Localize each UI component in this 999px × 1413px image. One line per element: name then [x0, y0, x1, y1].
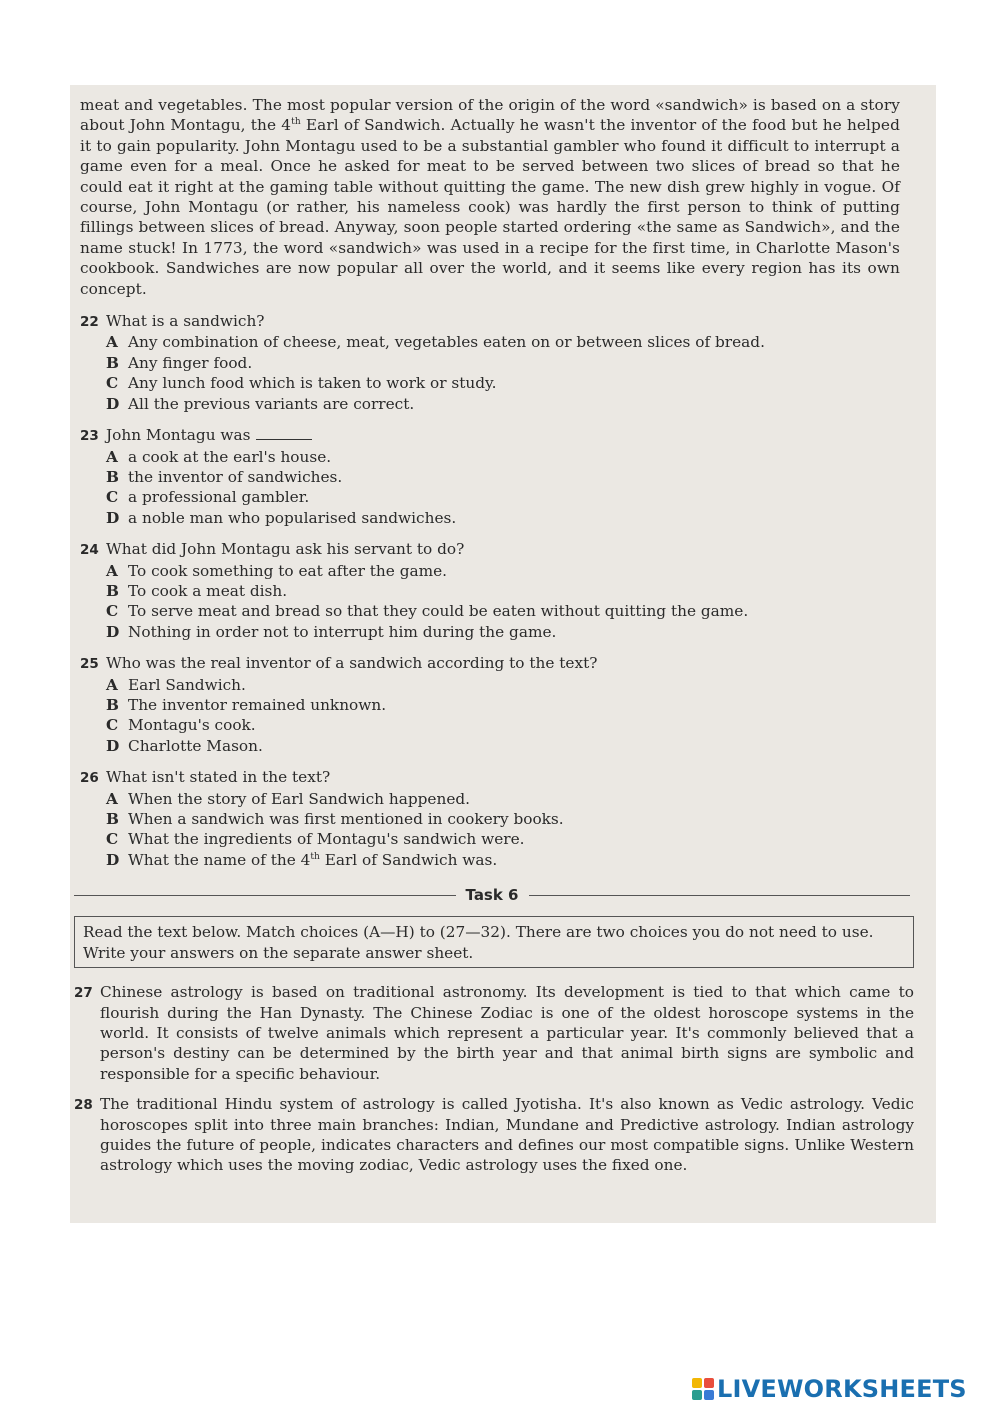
task-item-27 [74, 982, 914, 1084]
option-list [80, 675, 900, 757]
question-text: What isn't stated in the text? [106, 768, 331, 787]
option-text: Any combination of cheese, meat, vegetables eaten on or between slices of bread. [128, 333, 765, 352]
option-text: To cook a meat dish. [128, 581, 288, 600]
option-list [80, 332, 900, 414]
logo-square [692, 1378, 702, 1388]
question-stem [80, 767, 900, 788]
option-letter: C [106, 602, 119, 621]
option-letter: B [106, 467, 119, 486]
reading-passage: meat and vegetables. The most popular version of the origin of the word «sandwich» is based on a story about John Montagu, the 4th Earl of Sandwich. Actually he wasn't the inventor of the food but he helped it to gain popularity. John Montagu used to be a substantial gambler who found it difficult to interrupt a game even for a meal. Once he asked for meat to be served between two slices of bread so that he could eat it right at the gaming table without quitting the game. The new dish grew highly in vogue. Of course, John Montagu (or rather, his nameless cook) was hardly the first person to think of putting fillings between slices of bread. Anyway, soon people started ordering «the same as Sandwich», and the name stuck! In 1773, the word «sandwich» was used in a recipe for the first time, in Charlotte Mason's cookbook. Sandwiches are now popular all over the world, and it seems like every region has its own concept. [80, 96, 900, 298]
option-list [80, 561, 900, 643]
liveworksheets-logo [692, 1374, 967, 1404]
answer-option [106, 809, 900, 829]
question-text: John Montagu was [106, 426, 251, 445]
option-text: Any finger food. [128, 353, 253, 372]
item-number: 28 [74, 1097, 93, 1114]
option-text: the inventor of sandwiches. [128, 467, 343, 486]
question-text: Who was the real inventor of a sandwich according to the text? [106, 654, 598, 673]
answer-option [106, 394, 900, 414]
answer-option [106, 622, 900, 642]
option-letter: C [106, 488, 119, 507]
answer-option [106, 850, 900, 870]
answer-option [106, 601, 900, 621]
question-number: 23 [80, 428, 99, 445]
logo-square [692, 1390, 702, 1400]
option-letter: A [106, 789, 118, 808]
answer-option [106, 695, 900, 715]
option-text: What the ingredients of Montagu's sandwich were. [128, 830, 525, 849]
question-number: 25 [80, 656, 99, 673]
option-letter: D [106, 850, 120, 869]
question-stem [80, 539, 900, 560]
option-letter: D [106, 622, 120, 641]
answer-option [106, 447, 900, 467]
option-letter: D [106, 508, 120, 527]
option-text: To serve meat and bread so that they could be eaten without quitting the game. [128, 602, 749, 621]
question-stem [80, 653, 900, 674]
question-stem [80, 425, 900, 446]
option-list [80, 789, 900, 871]
logo-text: LIVEWORKSHEETS [717, 1375, 967, 1403]
question-number: 26 [80, 770, 99, 787]
option-text: Charlotte Mason. [128, 736, 263, 755]
answer-option [106, 715, 900, 735]
answer-option [106, 581, 900, 601]
option-text: To cook something to eat after the game. [128, 561, 448, 580]
option-text: a cook at the earl's house. [128, 447, 332, 466]
option-text: Earl Sandwich. [128, 675, 246, 694]
item-text: The traditional Hindu system of astrology is called Jyotisha. It's also known as Vedic astrology. Vedic horoscopes split into three main branches: Indian, Mundane and Predictive astrology. Indian astrology guides the future of people, indicates characters and defines our most compatible signs. Unlike Western astrology which uses the moving zodiac, Vedic astrology uses the fixed one. [100, 1095, 914, 1175]
answer-option [106, 736, 900, 756]
option-letter: A [106, 675, 118, 694]
option-text: Any lunch food which is taken to work or study. [128, 374, 497, 393]
answer-option [106, 829, 900, 849]
option-letter: B [106, 353, 119, 372]
option-letter: A [106, 333, 118, 352]
answer-blank [256, 425, 312, 440]
question-number: 24 [80, 542, 99, 559]
option-letter: C [106, 716, 119, 735]
option-text: What the name of the 4th Earl of Sandwich was. [128, 850, 498, 869]
answer-option [106, 508, 900, 528]
option-letter: B [106, 581, 119, 600]
answer-option [106, 789, 900, 809]
task-item-28 [74, 1094, 914, 1176]
option-letter: A [106, 447, 118, 466]
task-divider [74, 886, 910, 904]
logo-square [704, 1390, 714, 1400]
logo-square [704, 1378, 714, 1388]
question-stem [80, 311, 900, 332]
option-letter: B [106, 695, 119, 714]
option-text: Nothing in order not to interrupt him during the game. [128, 622, 557, 641]
scanned-page [70, 85, 936, 1223]
answer-option [106, 467, 900, 487]
question-22 [80, 311, 900, 414]
option-letter: D [106, 736, 120, 755]
task-item-list [74, 982, 914, 1176]
option-text: All the previous variants are correct. [128, 394, 415, 413]
option-text: When the story of Earl Sandwich happened. [128, 789, 471, 808]
option-letter: C [106, 830, 119, 849]
option-letter: B [106, 810, 119, 828]
logo-icon [692, 1378, 714, 1400]
question-26 [80, 767, 900, 870]
question-text: What did John Montagu ask his servant to do? [106, 540, 465, 559]
option-text: a professional gambler. [128, 488, 310, 507]
question-23 [80, 425, 900, 528]
question-text: What is a sandwich? [106, 312, 265, 331]
task-title: Task 6 [465, 886, 519, 905]
option-letter: A [106, 561, 118, 580]
item-number: 27 [74, 985, 93, 1002]
answer-option [106, 487, 900, 507]
option-letter: C [106, 374, 119, 393]
question-25 [80, 653, 900, 756]
option-text: When a sandwich was first mentioned in cookery books. [128, 810, 564, 828]
question-24 [80, 539, 900, 642]
task-instruction: Read the text below. Match choices (A—H) to (27—32). There are two choices you do not need to use. Write your answers on the separate answer sheet. [74, 916, 914, 968]
option-text: The inventor remained unknown. [128, 695, 387, 714]
option-text: a noble man who popularised sandwiches. [128, 508, 457, 527]
answer-option [106, 675, 900, 695]
answer-option [106, 353, 900, 373]
answer-option [106, 373, 900, 393]
answer-option [106, 561, 900, 581]
question-list [80, 311, 900, 870]
option-letter: D [106, 394, 120, 413]
answer-option [106, 332, 900, 352]
item-text: Chinese astrology is based on traditional astronomy. Its development is tied to that which came to flourish during the Han Dynasty. The Chinese Zodiac is one of the oldest horoscope systems in the world. It consists of twelve animals which represent a particular year. It's commonly believed that a person's destiny can be determined by the birth year and that animal birth signs are symbolic and responsible for a specific behaviour. [100, 983, 914, 1083]
option-list [80, 447, 900, 529]
option-text: Montagu's cook. [128, 716, 256, 735]
divider-line-right [529, 895, 911, 896]
question-number: 22 [80, 314, 99, 331]
divider-line-left [74, 895, 456, 896]
